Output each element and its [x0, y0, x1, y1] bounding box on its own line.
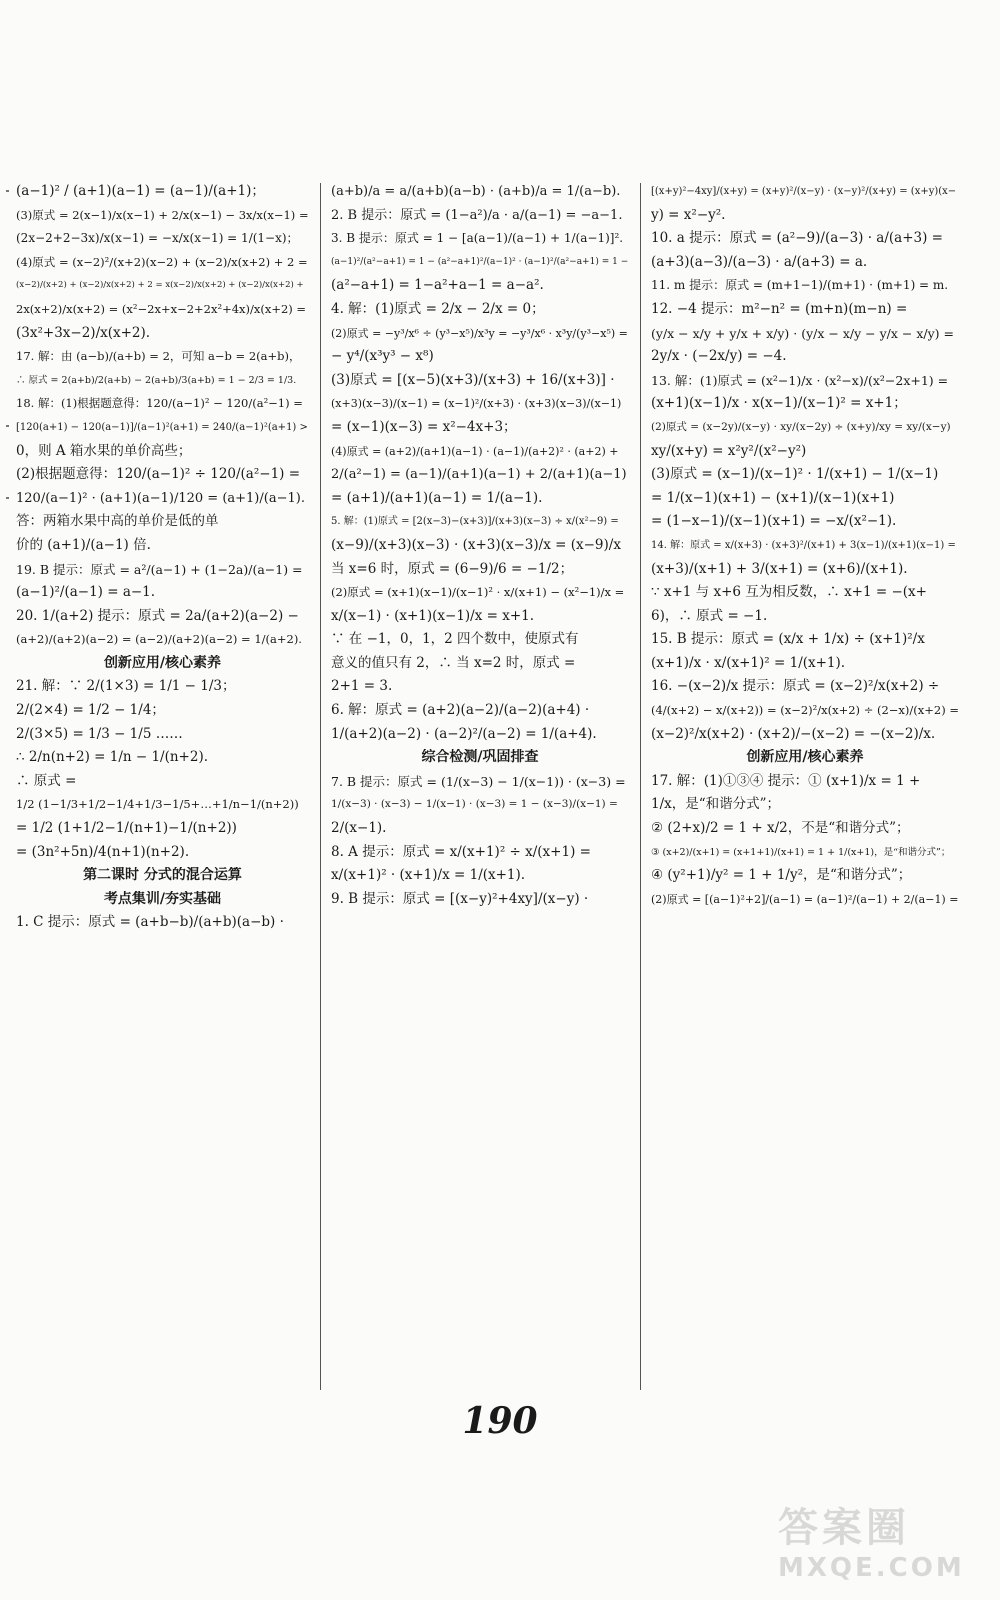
answer-line: (a−1)²/(a²−a+1) = 1 − (a²−a+1)²/(a−1)² · (a−1)²/(a²−a+1) = 1 −: [331, 256, 629, 267]
answer-column-right: [645, 183, 965, 1390]
answer-line: = (3n²+5n)/4(n+1)(n+2).: [16, 843, 190, 860]
answer-line: 4. 解：(1)原式 = 2/x − 2/x = 0；: [331, 300, 545, 317]
answer-line: ∴ 原式 = 2(a+b)/2(a+b) − 2(a+b)/3(a+b) = 1 − 2/3 = 1/3.: [16, 374, 297, 386]
answer-line: (2)原式 = −y³/x⁶ ÷ (y³−x⁵)/x³y = −y³/x⁶ · x³y/(y³−x⁵) =: [331, 326, 628, 340]
answer-line: 1/x，是“和谐分式”；: [651, 796, 781, 813]
answer-line: (2)原式 = (x−2y)/(x−y) · xy/(x−2y) ÷ (x+y)/xy = xy/(x−y): [651, 420, 951, 433]
answer-column-left: [10, 183, 315, 1390]
answer-line: ② (2+x)/2 = 1 + x/2，不是“和谐分式”；: [651, 820, 910, 837]
answer-line: (3)原式 = [(x−5)(x+3)/(x+3) + 16/(x+3)] ·: [331, 371, 615, 388]
answer-line: (3)原式 = (x−1)/(x−1)² · 1/(x+1) − 1/(x−1): [651, 466, 939, 483]
answer-line: ∴ 2/n(n+2) = 1/n − 1/(n+2).: [16, 749, 209, 766]
answer-line: 答：两箱水果中高的单价是低的单: [16, 513, 219, 530]
answer-line: (4)原式 = (a+2)/(a+1)(a−1) · (a−1)/(a+2)² · (a+2) +: [331, 444, 619, 458]
answer-line: (2)原式 = [(a−1)²+2]/(a−1) = (a−1)²/(a−1) + 2/(a−1) =: [651, 892, 959, 906]
answer-line: 1. C 提示：原式 = (a+b−b)/(a+b)(a−b) ·: [16, 914, 284, 931]
answer-line: (3)原式 = 2(x−1)/x(x−1) + 2/x(x−1) − 3x/x(x−1) =: [16, 207, 309, 222]
answer-line: 当 x=6 时，原式 = (6−9)/6 = −1/2；: [331, 560, 574, 577]
answer-line: 17. 解：由 (a−b)/(a+b) = 2，可知 a−b = 2(a+b)，: [16, 349, 301, 364]
answer-line: 6. 解：原式 = (a+2)(a−2)/(a−2)(a+4) ·: [331, 702, 590, 719]
answer-line: ∴ 原式 =: [16, 772, 77, 789]
watermark-text-bottom: MXQE.COM: [778, 1553, 965, 1583]
answer-line: (a+3)(a−3)/(a−3) · a/(a+3) = a.: [651, 253, 868, 270]
answer-line: 7. B 提示：原式 = (1/(x−3) − 1/(x−1)) · (x−3) =: [331, 773, 626, 789]
answer-line: 2/(2×4) = 1/2 − 1/4；: [16, 702, 165, 719]
answer-line: (3x²+3x−2)/x(x+2).: [16, 324, 151, 341]
answer-line: 21. 解：∵ 2/(1×3) = 1/1 − 1/3；: [16, 678, 236, 695]
section-heading: 第二课时 分式的混合运算: [83, 867, 242, 884]
answer-line: 120/(a−1)² · (a+1)(a−1)/120 = (a+1)/(a−1).: [16, 490, 305, 506]
answer-column-middle: [325, 183, 635, 1390]
answer-line: 意义的值只有 2，∴ 当 x=2 时，原式 =: [331, 654, 576, 671]
answer-line: (a+b)/a = a/(a+b)(a−b) · (a+b)/a = 1/(a−b).: [331, 184, 621, 199]
answer-line: ∵ x+1 与 x+6 互为相反数，∴ x+1 = −(x+: [651, 584, 927, 601]
answer-line: (x−9)/(x+3)(x−3) · (x+3)(x−3)/x = (x−9)/x: [331, 536, 621, 553]
answer-line: [120(a+1) − 120(a−1)]/(a−1)²(a+1) = 240/(a−1)²(a+1) >: [16, 421, 308, 433]
section-heading: 创新应用/核心素养: [103, 654, 222, 671]
answer-line: 13. 解：(1)原式 = (x²−1)/x · (x²−x)/(x²−2x+1) =: [651, 372, 949, 388]
answer-line: 0，则 A 箱水果的单价高些；: [16, 442, 192, 459]
answer-line: 8. A 提示：原式 = x/(x+1)² ÷ x/(x+1) =: [331, 843, 591, 860]
answer-line: = (1−x−1)/(x−1)(x+1) = −x/(x²−1).: [651, 513, 897, 530]
answer-line: 6)，∴ 原式 = −1.: [651, 607, 768, 624]
answer-line: ③ (x+2)/(x+1) = (x+1+1)/(x+1) = 1 + 1/(x+1)，是“和谐分式”；: [651, 846, 951, 858]
answer-line: (2x−2+2−3x)/x(x−1) = −x/x(x−1) = 1/(1−x)；: [16, 231, 299, 246]
answer-line: 10. a 提示：原式 = (a²−9)/(a−3) · a/(a+3) =: [651, 230, 943, 247]
answer-line: 2/(3×5) = 1/3 − 1/5 ……: [16, 725, 183, 742]
section-heading: 综合检测/巩固排查: [421, 749, 539, 766]
answer-line: = (a+1)/(a+1)(a−1) = 1/(a−1).: [331, 489, 543, 506]
answer-line: (a−1)²/(a−1) = a−1.: [16, 584, 156, 601]
answer-line: (2)原式 = (x+1)(x−1)/(x−1)² · x/(x+1) − (x²−1)/x =: [331, 585, 625, 600]
answer-line: 3. B 提示：原式 = 1 − [a(a−1)/(a−1) + 1/(a−1)]².: [331, 231, 624, 246]
page-number: 190: [462, 1400, 538, 1442]
answer-line: 1/2 (1−1/3+1/2−1/4+1/3−1/5+…+1/n−1/(n+2)): [16, 797, 299, 812]
margin-mark: [6, 190, 9, 192]
answer-line: 2y/x · (−2x/y) = −4.: [651, 348, 787, 365]
answer-line: (x−2)²/x(x+2) · (x+2)/−(x−2) = −(x−2)/x.: [651, 725, 936, 742]
answer-line: 19. B 提示：原式 = a²/(a−1) + (1−2a)/(a−1) =: [16, 561, 303, 577]
answer-line: 11. m 提示：原式 = (m+1−1)/(m+1) · (m+1) = m.: [651, 278, 949, 293]
answer-line: 18. 解：(1)根据题意得：120/(a−1)² − 120/(a²−1) =: [16, 396, 303, 411]
answer-line: 2x(x+2)/x(x+2) = (x²−2x+x−2+2x²+4x)/x(x+2) =: [16, 301, 307, 316]
section-heading: 创新应用/核心素养: [746, 749, 864, 766]
answer-line: ④ (y²+1)/y² = 1 + 1/y²，是“和谐分式”；: [651, 867, 912, 884]
answer-line: (x−2)/(x+2) + (x−2)/x(x+2) + 2 = x(x−2)/x(x+2) + (x−2)/x(x+2) +: [16, 280, 304, 291]
answer-line: (x+3)/(x+1) + 3/(x+1) = (x+6)/(x+1).: [651, 560, 908, 577]
answer-line: xy/(x+y) = x²y²/(x²−y²): [651, 442, 807, 459]
answer-line: 5. 解：(1)原式 = [2(x−3)−(x+3)]/(x+3)(x−3) ÷ x/(x²−9) =: [331, 516, 619, 528]
answer-line: (x+1)(x−1)/x · x(x−1)/(x−1)² = x+1；: [651, 395, 907, 412]
answer-line: (x+1)/x · x/(x+1)² = 1/(x+1).: [651, 654, 846, 671]
column-divider: [640, 183, 641, 1390]
answer-line: [(x+y)²−4xy]/(x+y) = (x+y)²/(x−y) · (x−y)²/(x+y) = (x+y)(x−: [651, 186, 957, 197]
column-divider: [320, 183, 321, 1390]
answer-line: 12. −4 提示：m²−n² = (m+n)(m−n) =: [651, 300, 908, 317]
answer-line: ∵ 在 −1，0，1，2 四个数中，使原式有: [331, 631, 579, 648]
answer-line: = 1/(x−1)(x+1) − (x+1)/(x−1)(x+1): [651, 489, 895, 506]
margin-mark: [6, 497, 9, 499]
answer-line: 2+1 = 3.: [331, 678, 393, 695]
answer-line: (y/x − x/y + y/x + x/y) · (y/x − x/y − y/x − x/y) =: [651, 325, 954, 341]
answer-line: x/(x+1)² · (x+1)/x = 1/(x+1).: [331, 867, 526, 884]
answer-line: 16. −(x−2)/x 提示：原式 = (x−2)²/x(x+2) ÷: [651, 678, 940, 695]
margin-mark: [6, 425, 9, 427]
answer-line: 2. B 提示：原式 = (1−a²)/a · a/(a−1) = −a−1.: [331, 207, 623, 223]
answer-line: 9. B 提示：原式 = [(x−y)²+4xy]/(x−y) ·: [331, 890, 589, 907]
answer-line: (4)原式 = (x−2)²/(x+2)(x−2) + (x−2)/x(x+2) + 2 =: [16, 254, 308, 269]
answer-line: (a²−a+1) = 1−a²+a−1 = a−a².: [331, 277, 544, 294]
watermark-logo: [778, 1496, 978, 1586]
answer-line: (4/(x+2) − x/(x+2)) = (x−2)²/x(x+2) ÷ (2−x)/(x+2) =: [651, 703, 959, 718]
answer-line: 1/(a+2)(a−2) · (a−2)²/(a−2) = 1/(a+4).: [331, 725, 597, 742]
answer-line: 价的 (a+1)/(a−1) 倍.: [16, 536, 151, 553]
answer-line: x/(x−1) · (x+1)(x−1)/x = x+1.: [331, 607, 535, 624]
answer-line: 17. 解：(1)①③④ 提示：① (x+1)/x = 1 +: [651, 772, 921, 789]
answer-line: 14. 解：原式 = x/(x+3) · (x+3)²/(x+1) + 3(x−1)/(x+1)(x−1) =: [651, 539, 956, 551]
answer-line: 1/(x−3) · (x−3) − 1/(x−1) · (x−3) = 1 − (x−3)/(x−1) =: [331, 798, 618, 811]
answer-line: (2)根据题意得：120/(a−1)² ÷ 120/(a²−1) =: [16, 466, 301, 483]
answer-line: = 1/2 (1+1/2−1/(n+1)−1/(n+2)): [16, 820, 237, 837]
answer-line: 2/(x−1).: [331, 820, 387, 837]
answer-line: 20. 1/(a+2) 提示：原式 = 2a/(a+2)(a−2) −: [16, 607, 299, 624]
answer-line: 2/(a²−1) = (a−1)/(a+1)(a−1) + 2/(a+1)(a−1): [331, 467, 627, 483]
answer-line: y) = x²−y².: [651, 206, 726, 223]
watermark-text-top: 答案圈: [778, 1505, 910, 1551]
answer-line: (x+3)(x−3)/(x−1) = (x−1)²/(x+3) · (x+3)(x−3)/(x−1): [331, 397, 622, 411]
answer-line: = (x−1)(x−3) = x²−4x+3；: [331, 418, 517, 435]
section-heading: 考点集训/夯实基础: [103, 890, 222, 907]
answer-line: − y⁴/(x³y³ − x⁸): [331, 348, 434, 365]
answer-line: (a−1)² / (a+1)(a−1) = (a−1)/(a+1)；: [16, 183, 265, 199]
answer-line: (a+2)/(a+2)(a−2) = (a−2)/(a+2)(a−2) = 1/(a+2).: [16, 632, 302, 647]
answer-line: 15. B 提示：原式 = (x/x + 1/x) ÷ (x+1)²/x: [651, 631, 925, 648]
